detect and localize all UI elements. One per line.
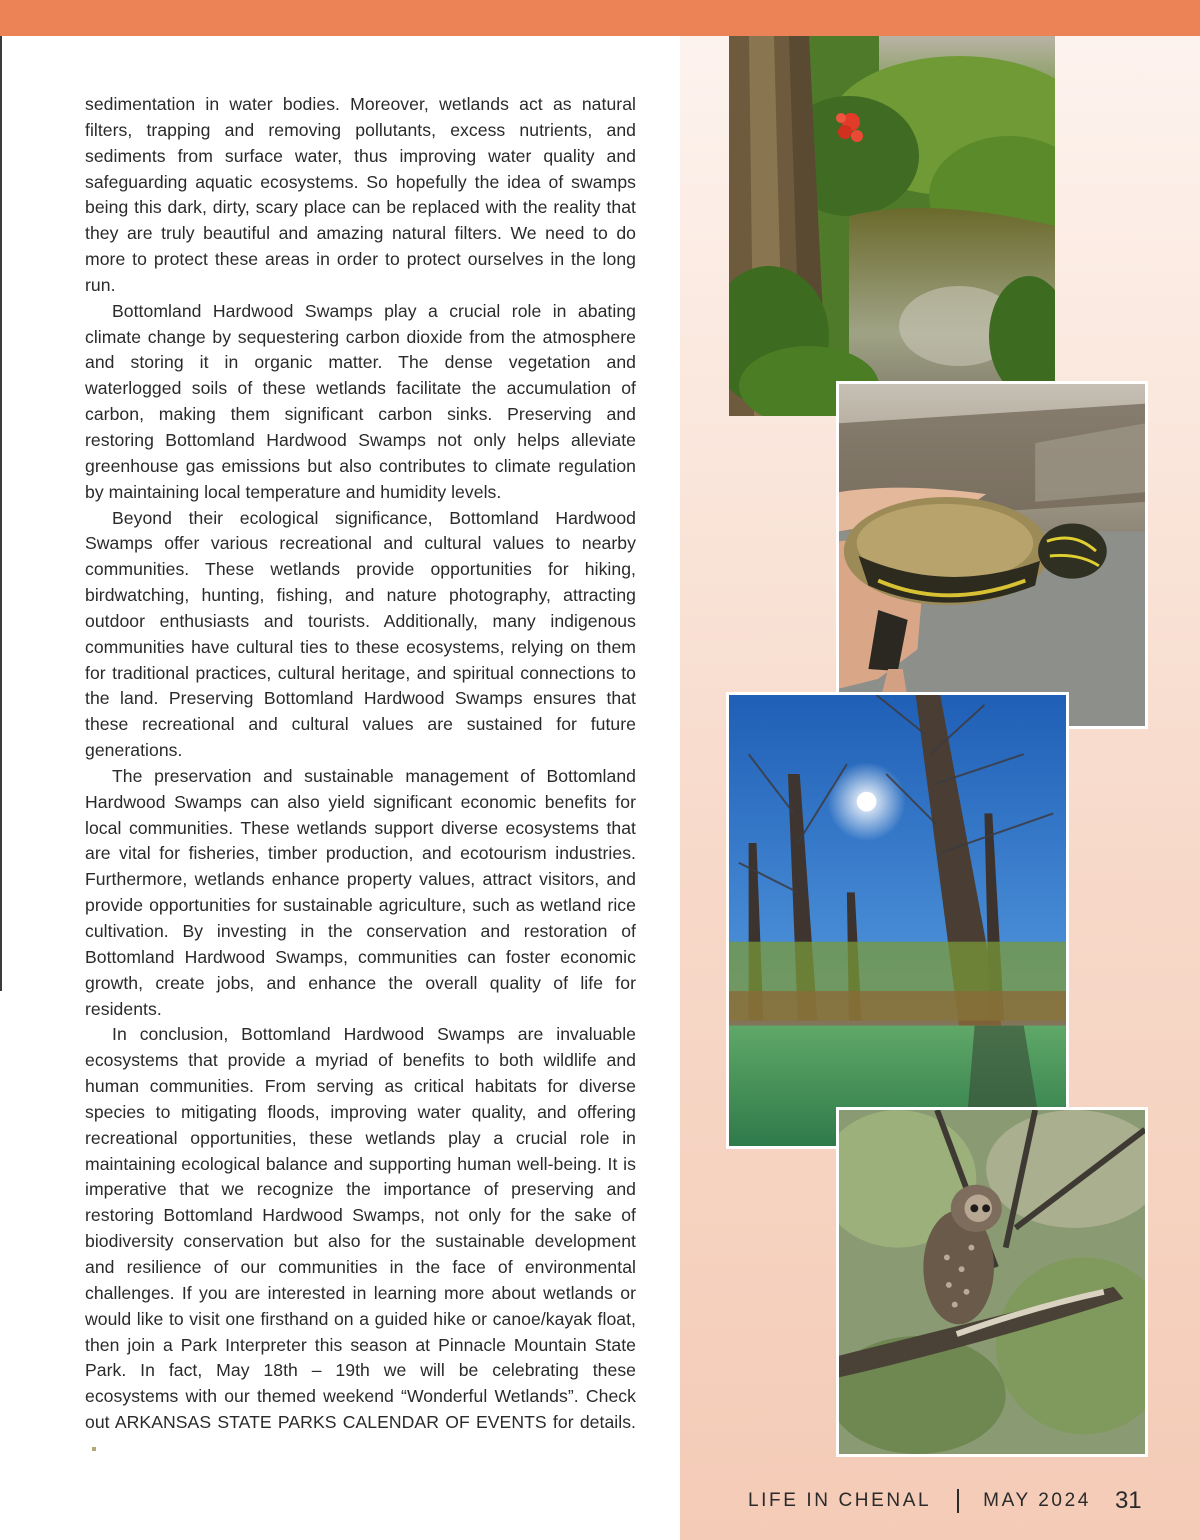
end-of-article-mark — [92, 1447, 96, 1451]
owl-photo — [836, 1107, 1148, 1457]
left-edge-rule — [0, 36, 2, 991]
article-paragraph-4: The preservation and sustainable management of Bottomland Hardwood Swamps can also yield significant economic benefits for local communities. These wetlands support diverse ecosystems that are vital for fisheries, timber production, and ecotourism industries. Furthermore, wetlands enhance property values, attract visitors, and provide opportunities for sustainable agriculture, such as wetland rice cultivation. By investing in the conservation and restoration of Bottomland Hardwood Swamps, communities can foster economic growth, create jobs, and enhance the overall quality of life for residents. — [85, 765, 636, 1019]
top-color-bar — [0, 0, 1200, 36]
page-footer — [748, 1486, 1158, 1516]
article-paragraph-1: sedimentation in water bodies. Moreover, wetlands act as natural filters, trapping and removing pollutants, excess nutrients, and sediments from surface water, thus improving water quality and safeguarding aquatic ecosystems. So hopefully the idea of swamps being this dark, dirty, scary place can be replaced with the reality that they are truly beautiful and amazing natural filters. We need to do more to protect these areas in order to protect ourselves in the long run. — [85, 94, 636, 295]
article-paragraph-5-text: In conclusion, Bottomland Hardwood Swamps are invaluable ecosystems that provide a myriad of benefits to both wildlife and human communities. From serving as critical habitats for diverse species to mitigating floods, improving water quality, and offering recreational opportunities, these wetlands play a crucial role in maintaining ecological balance and supporting human well-being. It is imperative that we recognize the importance of preserving and restoring Bottomland Hardwood Swamps, not only for the sake of biodiversity conservation but also for the sustainable development and resilience of our communities in the face of environmental challenges. If you are interested in learning more about wetlands or would like to visit one firsthand on a guided hike or canoe/kayak float, then join a Park Interpreter this season at Pinnacle Mountain State Park. In fact, May 18th – 19th we will be celebrating these ecosystems with our themed weekend “Wonderful Wetlands”. Check out ARKANSAS STATE PARKS CALENDAR OF EVENTS for details. — [85, 1024, 636, 1433]
footer-divider — [957, 1489, 959, 1513]
turtle-photo — [836, 381, 1148, 729]
article-paragraph-5 — [85, 1022, 636, 1461]
article-body — [85, 92, 636, 1462]
issue-date: MAY 2024 — [983, 1490, 1091, 1511]
cypress-trees-photo — [726, 692, 1069, 1149]
publication-name: LIFE IN CHENAL — [748, 1490, 932, 1511]
page-number: 31 — [1114, 1487, 1142, 1514]
article-paragraph-2: Bottomland Hardwood Swamps play a crucial role in abating climate change by sequestering carbon dioxide from the atmosphere and storing it in organic matter. The dense vegetation and waterlogged soils of these wetlands facilitate the accumulation of carbon, making them significant carbon sinks. Preserving and restoring Bottomland Hardwood Swamps not only helps alleviate greenhouse gas emissions but also contributes to climate regulation by maintaining local temperature and humidity levels. — [85, 300, 636, 502]
article-paragraph-3: Beyond their ecological significance, Bottomland Hardwood Swamps offer various recreational and cultural values to nearby communities. These wetlands provide opportunities for hiking, birdwatching, hunting, fishing, and nature photography, attracting outdoor enthusiasts and tourists. Additionally, many indigenous communities have cultural ties to these ecosystems, relying on them for traditional practices, cultural heritage, and spiritual connections to the land. Preserving Bottomland Hardwood Swamps ensures that these recreational and cultural values are sustained for future generations. — [85, 507, 636, 761]
swamp-photo — [729, 36, 1055, 416]
